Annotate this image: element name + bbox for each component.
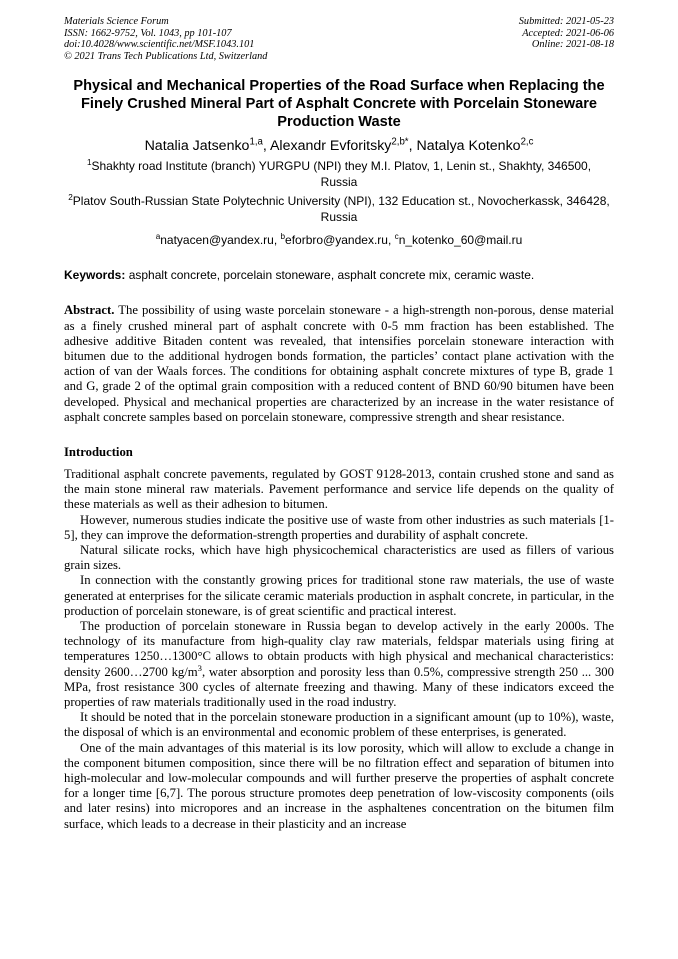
author-name: Natalya Kotenko xyxy=(416,138,521,155)
author-superscript: 2,b* xyxy=(391,136,409,148)
journal-header xyxy=(64,16,614,62)
email-superscript: b xyxy=(280,232,286,242)
keywords-label: Keywords: xyxy=(64,268,126,283)
keywords xyxy=(64,268,614,283)
paragraph: Natural silicate rocks, which have high physicochemical characteristics are used as fillers of various grain sizes. xyxy=(64,543,614,573)
unit-superscript: 3 xyxy=(197,662,202,673)
email-superscript: c xyxy=(394,232,399,242)
journal-name: Materials Science Forum xyxy=(64,16,169,27)
abstract-text: The possibility of using waste porcelain stoneware - a high-strength non-porous, dense material as a finely crushed mineral part of asphalt concrete with 0-5 mm fraction has been established. The adhesive additive Bitaden content was revealed, that intensifies porcelain stoneware interaction with bitumen due to the additional hydrogen bonds formation, the particles’ contact plane activation with the action of van der Waals forces. The conditions for obtaining asphalt concrete mixtures of type B, grade 1 and G, grade 2 of the optimal grain composition with a reduced content of BND 60/90 bitumen have been developed. Physical and mechanical properties are characterized by an increase in the water resistance of asphalt concrete samples based on porcelain stoneware, compressive strength and shear resistance. xyxy=(64,303,614,424)
affiliation-superscript: 2 xyxy=(68,193,73,203)
paragraph-text: , water absorption and porosity less than 0.5%, compressive strength 250 ... 300 MPa, frost resistance 300 cycles of alternate freezing and thawing. Many of these indicators exceed the properties of raw materials traditionally used in the road industry. xyxy=(64,664,614,710)
author-list: Natalia Jatsenko$^{1,a}$, Alexandr Evforitsky$^{2,b*}$, Natalya Kotenko$^{2,c}$ xyxy=(144,136,534,155)
author-superscript: 2,c xyxy=(520,136,534,148)
affiliation-1 xyxy=(64,159,614,190)
accepted-date: Accepted: 2021-06-06 xyxy=(522,27,614,39)
paragraph: However, numerous studies indicate the positive use of waste from other industries as such materials [1-5], they can improve the deformation-strength properties and durability of asphalt concrete. xyxy=(64,512,614,542)
journal-info xyxy=(64,16,267,62)
paragraph xyxy=(64,619,614,710)
keywords-text: asphalt concrete, porcelain stoneware, asphalt concrete mix, ceramic waste. xyxy=(128,268,535,283)
paragraph: In connection with the constantly growing prices for traditional stone raw materials, the use of waste generated at enterprises for the silicate ceramic materials production in asphalt concrete, in particular, in the production of porcelain stoneware, is of great scientific and practical interest. xyxy=(64,573,614,618)
email-link[interactable]: eforbro@yandex.ru xyxy=(285,233,388,248)
author-superscript: 1,a xyxy=(249,136,263,148)
introduction-body xyxy=(64,467,614,832)
affiliation-text: Platov South-Russian State Polytechnic University (NPI), 132 Education st., Novocherkassk, 346428, Russia xyxy=(72,194,610,224)
paragraph: One of the main advantages of this material is its low porosity, which will allow to exclude a change in the component bitumen composition, since there will be no filtration effect and separation of bitumen into high-molecular and low-molecular compounds and will further preserve the properties of asphalt concrete for a longer time [6,7]. The porous structure promotes deep penetration of low-viscosity components (oils and later resins) into micropores and an increase in the asphaltenes concentration on the bitumen film surface, which leads to a decrease in their plasticity and an increase xyxy=(64,740,614,831)
submission-dates xyxy=(519,16,614,62)
affiliation-text: Shakhty road Institute (branch) YURGPU (NPI) they M.I. Platov, 1, Lenin st., Shakhty, 346500, Russia xyxy=(91,159,592,189)
affiliation-superscript: 1 xyxy=(86,158,92,168)
paragraph: It should be noted that in the porcelain stoneware production in a significant amount (up to 10%), waste, the disposal of which is an environmental and economic problem of these enterprises, is generated. xyxy=(64,710,614,740)
affiliation-2 xyxy=(64,194,614,225)
abstract-label: Abstract. xyxy=(64,303,115,318)
journal-issn: ISSN: 1662-9752, Vol. 1043, pp 101-107 xyxy=(64,27,232,39)
journal-doi: doi:10.4028/www.scientific.net/MSF.1043.101 xyxy=(64,39,255,51)
online-date: Online: 2021-08-18 xyxy=(531,39,614,51)
submitted-date: Submitted: 2021-05-23 xyxy=(518,16,614,27)
paragraph-text: The production of porcelain stoneware in Russia began to develop actively in the early 2000s. The technology of its manufacture from high-quality clay raw materials, feldspar materials using firing at temperatures 1250…1300°C allows to obtain products with high physical and mechanical characteristics: density 2600…2700 kg/m xyxy=(64,619,614,679)
abstract xyxy=(64,303,614,425)
section-heading-introduction: Introduction xyxy=(64,445,133,459)
email-link[interactable]: n_kotenko_60@mail.ru xyxy=(398,233,523,248)
author-emails: $^a$natyacen@yandex.ru, $^b$eforbro@yandex.ru, $^c$n_kotenko_60@mail.ru xyxy=(155,232,523,248)
paper-title: Physical and Mechanical Properties of the Road Surface when Replacing the Finely Crushed Mineral Part of Asphalt Concrete with Porcelain Stoneware Production Waste xyxy=(73,78,605,131)
author-name: Alexandr Evforitsky xyxy=(269,138,392,155)
paragraph: Traditional asphalt concrete pavements, regulated by GOST 9128-2013, contain crushed stone and sand as the main stone mineral raw materials. Pavement performance and service life depends on the quality of these materials as well as their adhesion to bitumen. xyxy=(64,467,614,512)
email-link[interactable]: natyacen@yandex.ru xyxy=(160,233,274,248)
author-name: Natalia Jatsenko xyxy=(144,138,250,155)
email-superscript: a xyxy=(155,232,161,242)
journal-copyright: © 2021 Trans Tech Publications Ltd, Switzerland xyxy=(64,50,268,62)
